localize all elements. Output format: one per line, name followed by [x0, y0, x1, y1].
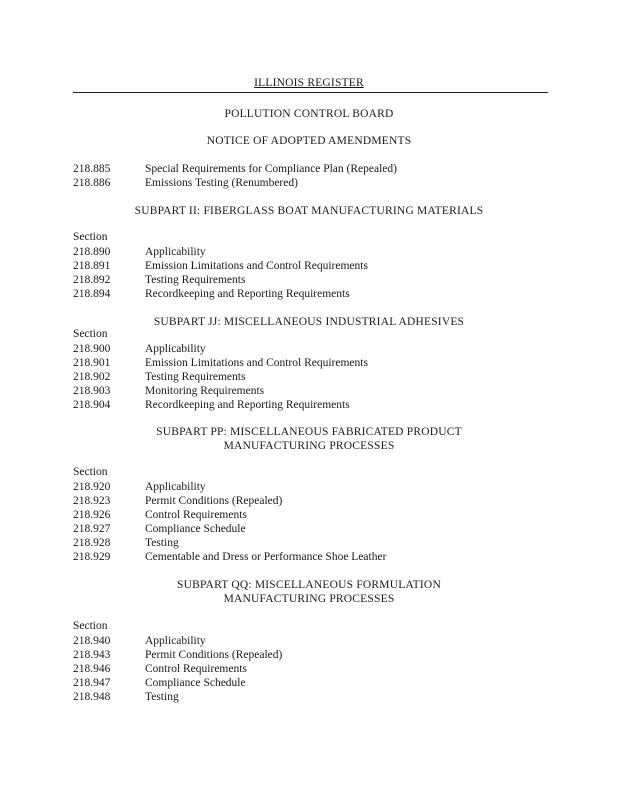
section-number: 218.926: [73, 509, 111, 521]
section-number: 218.901: [73, 357, 111, 369]
section-entry: [73, 676, 246, 690]
section-number: 218.885: [73, 163, 111, 175]
section-entry: [73, 259, 368, 273]
section-entry: [73, 508, 247, 522]
section-entry: [73, 398, 350, 412]
section-number: 218.923: [73, 495, 111, 507]
section-description: Testing: [145, 691, 179, 703]
section-number: 218.940: [73, 635, 111, 647]
section-description: Testing Requirements: [145, 274, 246, 286]
section-entry: [73, 370, 245, 384]
section-description: Testing Requirements: [145, 371, 246, 383]
section-column-label: Section: [73, 466, 108, 478]
section-number: 218.892: [73, 274, 111, 286]
section-number: 218.891: [73, 260, 111, 272]
section-entry: [73, 480, 206, 494]
section-number: 218.929: [73, 551, 111, 563]
section-description: Permit Conditions (Repealed): [145, 649, 283, 661]
section-number: 218.900: [73, 343, 111, 355]
subpart-heading: SUBPART QQ: MISCELLANEOUS FORMULATION: [177, 579, 441, 591]
section-entry: [73, 384, 264, 398]
section-entry: [73, 536, 179, 550]
section-number: 218.894: [73, 288, 111, 300]
section-entry: [73, 522, 246, 536]
section-number: 218.948: [73, 691, 111, 703]
section-number: 218.943: [73, 649, 111, 661]
section-number: 218.920: [73, 481, 111, 493]
section-number: 218.886: [73, 177, 111, 189]
section-description: Applicability: [145, 481, 206, 493]
section-entry: [73, 287, 350, 301]
subpart-heading: SUBPART JJ: MISCELLANEOUS INDUSTRIAL ADHESIVES: [153, 316, 465, 328]
section-description: Special Requirements for Compliance Plan (Repealed): [145, 163, 397, 175]
section-entry: [73, 648, 282, 662]
section-description: Testing: [145, 537, 179, 549]
section-description: Cementable and Dress or Performance Shoe Leather: [145, 551, 387, 563]
section-description: Control Requirements: [145, 509, 247, 521]
section-number: 218.928: [73, 537, 111, 549]
section-description: Monitoring Requirements: [145, 385, 265, 397]
section-entry: [73, 662, 247, 676]
subpart-heading-continued: MANUFACTURING PROCESSES: [223, 593, 395, 605]
subpart-heading-continued: MANUFACTURING PROCESSES: [223, 440, 395, 452]
section-entry: [73, 356, 368, 370]
section-description: Recordkeeping and Reporting Requirements: [145, 399, 350, 411]
section-description: Applicability: [145, 635, 206, 647]
subpart-heading: SUBPART PP: MISCELLANEOUS FABRICATED PRODUCT: [156, 426, 462, 438]
section-description: Control Requirements: [145, 663, 247, 675]
section-column-label: Section: [73, 328, 108, 340]
section-number: 218.947: [73, 677, 111, 689]
section-description: Emissions Testing (Renumbered): [145, 177, 298, 189]
register-title: ILLINOIS REGISTER: [254, 77, 364, 89]
section-entry: [73, 494, 282, 508]
section-entry: [73, 273, 245, 287]
section-description: Emission Limitations and Control Requirements: [145, 260, 368, 272]
section-description: Compliance Schedule: [145, 523, 246, 535]
section-number: 218.902: [73, 371, 111, 383]
section-entry: [73, 550, 386, 564]
section-entry: [73, 245, 206, 259]
section-entry: [73, 634, 206, 648]
section-entry: [73, 342, 206, 356]
section-entry: [73, 162, 397, 176]
section-column-label: Section: [73, 231, 108, 243]
subpart-heading: SUBPART II: FIBERGLASS BOAT MANUFACTURING MATERIALS: [134, 205, 484, 217]
section-number: 218.890: [73, 246, 111, 258]
section-number: 218.903: [73, 385, 111, 397]
section-entry: [73, 176, 298, 190]
section-number: 218.946: [73, 663, 111, 675]
board-heading: POLLUTION CONTROL BOARD: [224, 108, 394, 120]
section-column-label: Section: [73, 620, 108, 632]
section-description: Permit Conditions (Repealed): [145, 495, 283, 507]
section-entry: [73, 690, 179, 704]
notice-heading: NOTICE OF ADOPTED AMENDMENTS: [206, 135, 412, 147]
section-number: 218.904: [73, 399, 111, 411]
section-number: 218.927: [73, 523, 111, 535]
section-description: Compliance Schedule: [145, 677, 246, 689]
section-description: Recordkeeping and Reporting Requirements: [145, 288, 350, 300]
section-description: Applicability: [145, 343, 206, 355]
section-description: Applicability: [145, 246, 206, 258]
section-description: Emission Limitations and Control Requirements: [145, 357, 368, 369]
